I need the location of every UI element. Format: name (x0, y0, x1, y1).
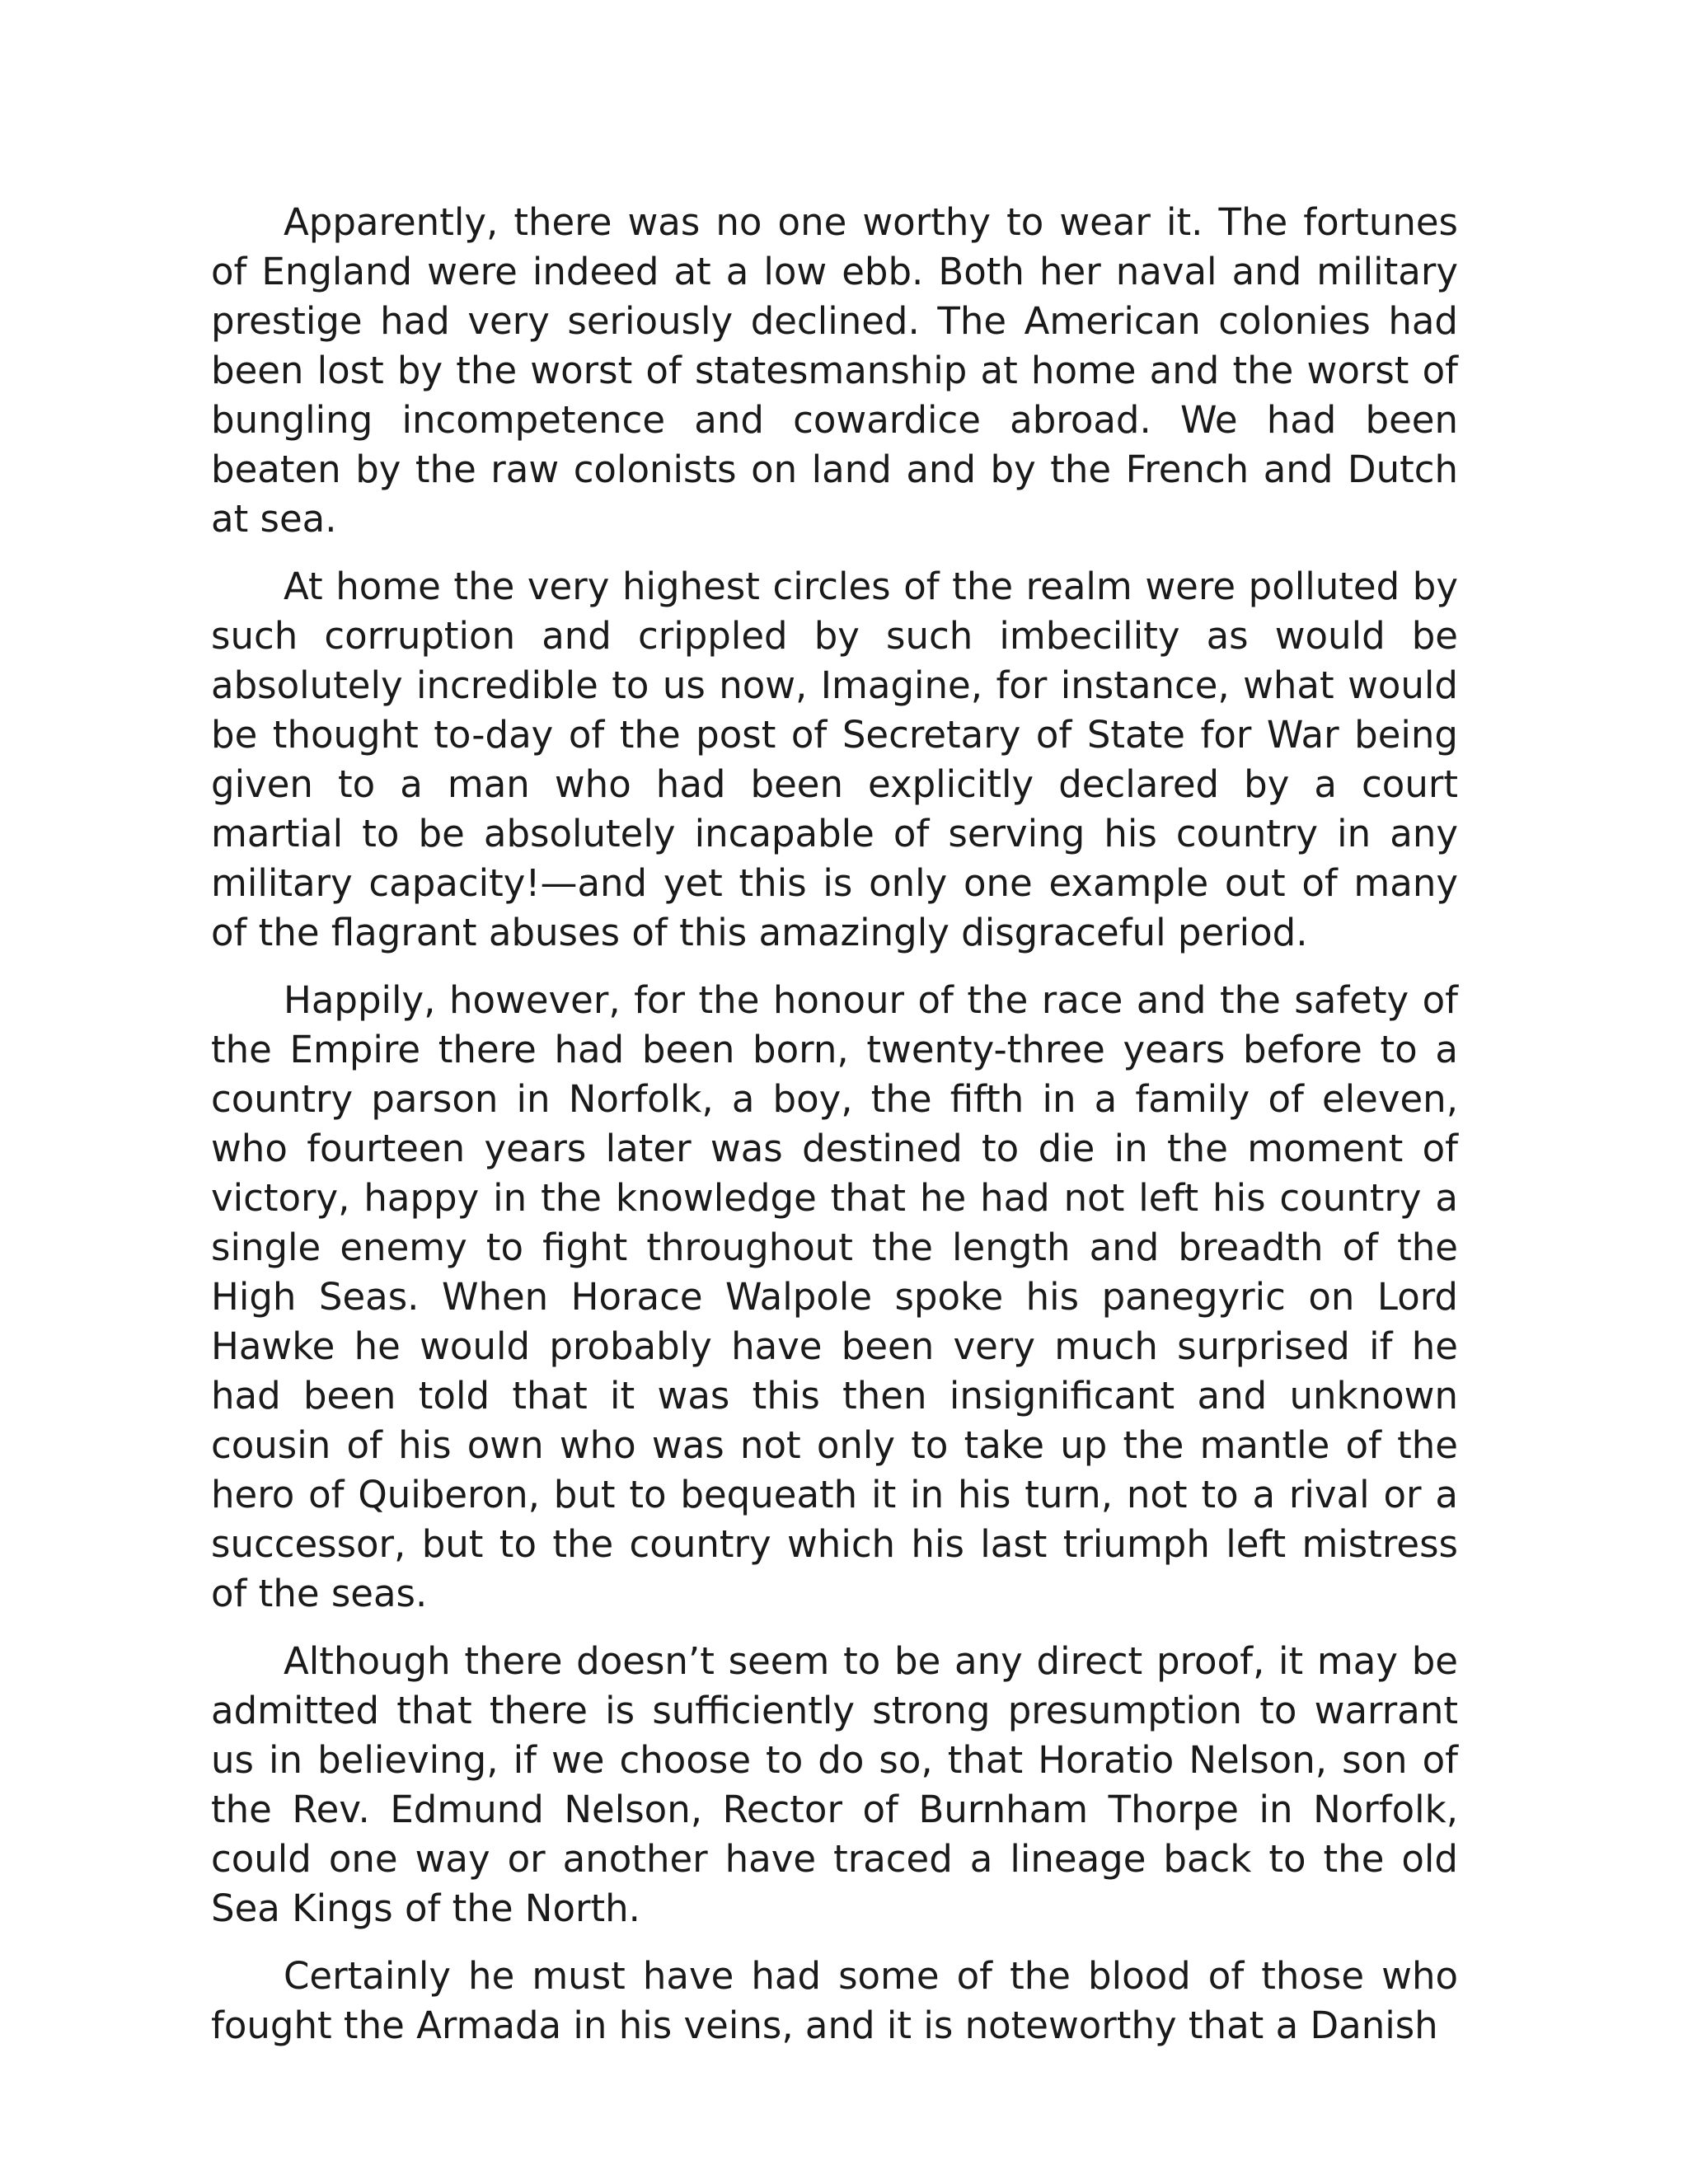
body-text (211, 198, 1458, 2050)
paragraph-4: Although there doesn’t seem to be any direct proof, it may be admitted that there is sufficiently strong presumption to warrant us in believing, if we choose to do so, that Horatio Nelson, son of the Rev. Edmund Nelson, Rector of Burnham Thorpe in Norfolk, could one way or another have traced a lineage back to the old Sea Kings of the North. (211, 1639, 1458, 1930)
paragraph-1: Apparently, there was no one worthy to wear it. The fortunes of England were indeed at a low ebb. Both her naval and military prestige had very seriously declined. The American colonies had been lost by the worst of statesmanship at home and the worst of bungling incompetence and cowardice abroad. We had been beaten by the raw colonists on land and by the French and Dutch at sea. (211, 200, 1458, 541)
paragraph-3: Happily, however, for the honour of the race and the safety of the Empire there had been born, twenty-three years before to a country parson in Norfolk, a boy, the fifth in a family of eleven, who fourteen years later was destined to die in the moment of victory, happy in the knowledge that he had not left his country a single enemy to fight throughout the length and breadth of the High Seas. When Horace Walpole spoke his panegyric on Lord Hawke he would probably have been very much surprised if he had been told that it was this then insignificant and unknown cousin of his own who was not only to take up the mantle of the hero of Quiberon, but to bequeath it in his turn, not to a rival or a successor, but to the country which his last triumph left mistress of the seas. (211, 978, 1458, 1615)
paragraph-2: At home the very highest circles of the realm were polluted by such corruption and crippled by such imbecility as would be absolutely incredible to us now, Imagine, for instance, what would be thought to-day of the post of Secretary of State for War being given to a man who had been explicitly declared by a court martial to be absolutely incapable of serving his country in any military capacity!—and yet this is only one example out of many of the flagrant abuses of this amazingly disgraceful period. (211, 565, 1458, 954)
paragraph-5: Certainly he must have had some of the blood of those who fought the Armada in his veins, and it is noteworthy that a Danish (211, 1954, 1458, 2047)
